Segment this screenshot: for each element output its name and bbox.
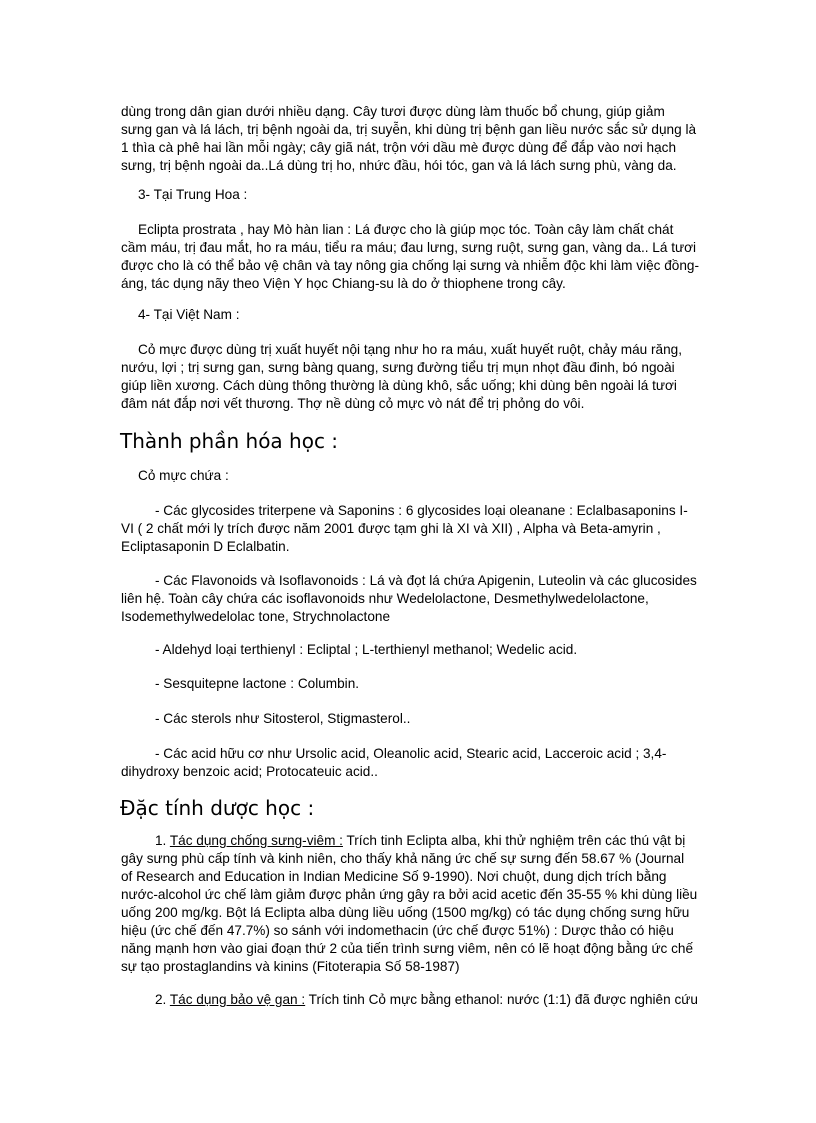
- pharmacology-item-2: [121, 991, 699, 1009]
- item-1-label: Tác dụng chống sưng-viêm :: [169, 833, 343, 848]
- chemistry-item-6: - Các acid hữu cơ như Ursolic acid, Oleanolic acid, Stearic acid, Lacceroic acid ; 3,4-dihydroxy benzoic acid; Protocateuic acid..: [121, 746, 667, 779]
- pharmacology-item-1: [121, 832, 699, 976]
- chemistry-item-4: - Sesquitepne lactone : Columbin.: [155, 676, 360, 691]
- item-1-number: 1.: [155, 833, 170, 848]
- chemistry-section-title: Thành phần hóa học :: [120, 429, 339, 453]
- item-2-text: Trích tinh Cỏ mực bằng ethanol: nước (1:1) đã được nghiên cứu: [305, 992, 698, 1007]
- vietnam-heading: 4- Tại Việt Nam :: [138, 307, 240, 322]
- item-2-number: 2.: [155, 992, 170, 1007]
- item-1-text: Trích tinh Eclipta alba, khi thử nghiệm trên các thú vật bị gây sưng phù cấp tính và kinh niên, cho thấy khả năng ức chế sự sưng đến 58.67 % (Journal of Research and Education in Indian Medicine Số 9-1990). Nơi chuột, dung dịch trích bằng nước-alcohol ức chế làm giảm được phản ứng gây ra bởi acid acetic đến 35-55 % khi dùng liều uống 200 mg/kg. Bột lá Eclipta alba dùng liều uống (1500 mg/kg) có tác dụng chống sưng hữu hiệu (ức chế đến 47.7%) so sánh với indomethacin (ức chế được 51%) : Dược thảo có hiệu năng mạnh hơn vào giai đoạn thứ 2 của tiến trình sưng viêm, nên có lẽ hoạt động bằng ức chế sự tạo prostaglandins và kinins (Fitoterapia Số 58-1987): [121, 833, 698, 974]
- vietnam-paragraph: Cỏ mực được dùng trị xuất huyết nội tạng như ho ra máu, xuất huyết ruột, chảy máu răng, nướu, lợi ; trị sưng gan, sưng bàng quang, sưng đường tiểu trị mụn nhọt đầu đinh, bó ngoài giúp liền xương. Cách dùng thông thường là dùng khô, sắc uống; khi dùng bên ngoài lá tươi đâm nát đắp nơi vết thương. Thợ nề dùng cỏ mực vò nát để trị phỏng do vôi.: [121, 342, 683, 411]
- chemistry-item-2: - Các Flavonoids và Isoflavonoids : Lá và đọt lá chứa Apigenin, Luteolin và các glucosides liên hệ. Toàn cây chứa các isoflavonoids như Wedelolactone, Desmethylwedelolactone, Isodemethylwedelolac tone, Strychnolactone: [121, 573, 697, 624]
- chemistry-intro: Cỏ mực chứa :: [138, 468, 229, 483]
- chemistry-item-3: - Aldehyd loại terthienyl : Ecliptal ; L-terthienyl methanol; Wedelic acid.: [155, 642, 578, 657]
- item-2-label: Tác dụng bảo vệ gan :: [169, 992, 306, 1007]
- pharmacology-section-title: Đặc tính dược học :: [120, 796, 315, 820]
- intro-paragraph: dùng trong dân gian dưới nhiều dạng. Cây tươi được dùng làm thuốc bổ chung, giúp giảm sưng gan và lá lách, trị bệnh ngoài da, trị suyễn, khi dùng trị bệnh gan liều nước sắc sử dụng là 1 thìa cà phê hai lần mỗi ngày; cây giã nát, trộn với dầu mè được dùng để đắp vào nơi hạch sưng, trị bệnh ngoài da..Lá dùng trị ho, nhức đầu, hói tóc, gan và lá lách sưng phù, vàng da.: [121, 104, 697, 173]
- china-paragraph: Eclipta prostrata , hay Mò hàn lian : Lá được cho là giúp mọc tóc. Toàn cây làm chất chát cầm máu, trị đau mắt, ho ra máu, tiểu ra máu; đau lưng, sưng ruột, sưng gan, vàng da.. Lá tươi được cho là có thể bảo vệ chân và tay nông gia chống lại sưng và nhiễm độc khi làm việc đồng-áng, tác dụng nãy theo Viện Y học Chiang-su là do ở thiophene trong cây.: [121, 222, 699, 291]
- china-heading: 3- Tại Trung Hoa :: [138, 187, 248, 202]
- chemistry-item-5: - Các sterols như Sitosterol, Stigmasterol..: [155, 711, 411, 726]
- chemistry-item-1: - Các glycosides triterpene và Saponins : 6 glycosides loại oleanane : Eclalbasaponins I-VI ( 2 chất mới ly trích được năm 2001 được tạm ghi là XI và XII) , Alpha và Beta-amyrin , Ecliptasaponin D Eclalbatin.: [121, 503, 688, 554]
